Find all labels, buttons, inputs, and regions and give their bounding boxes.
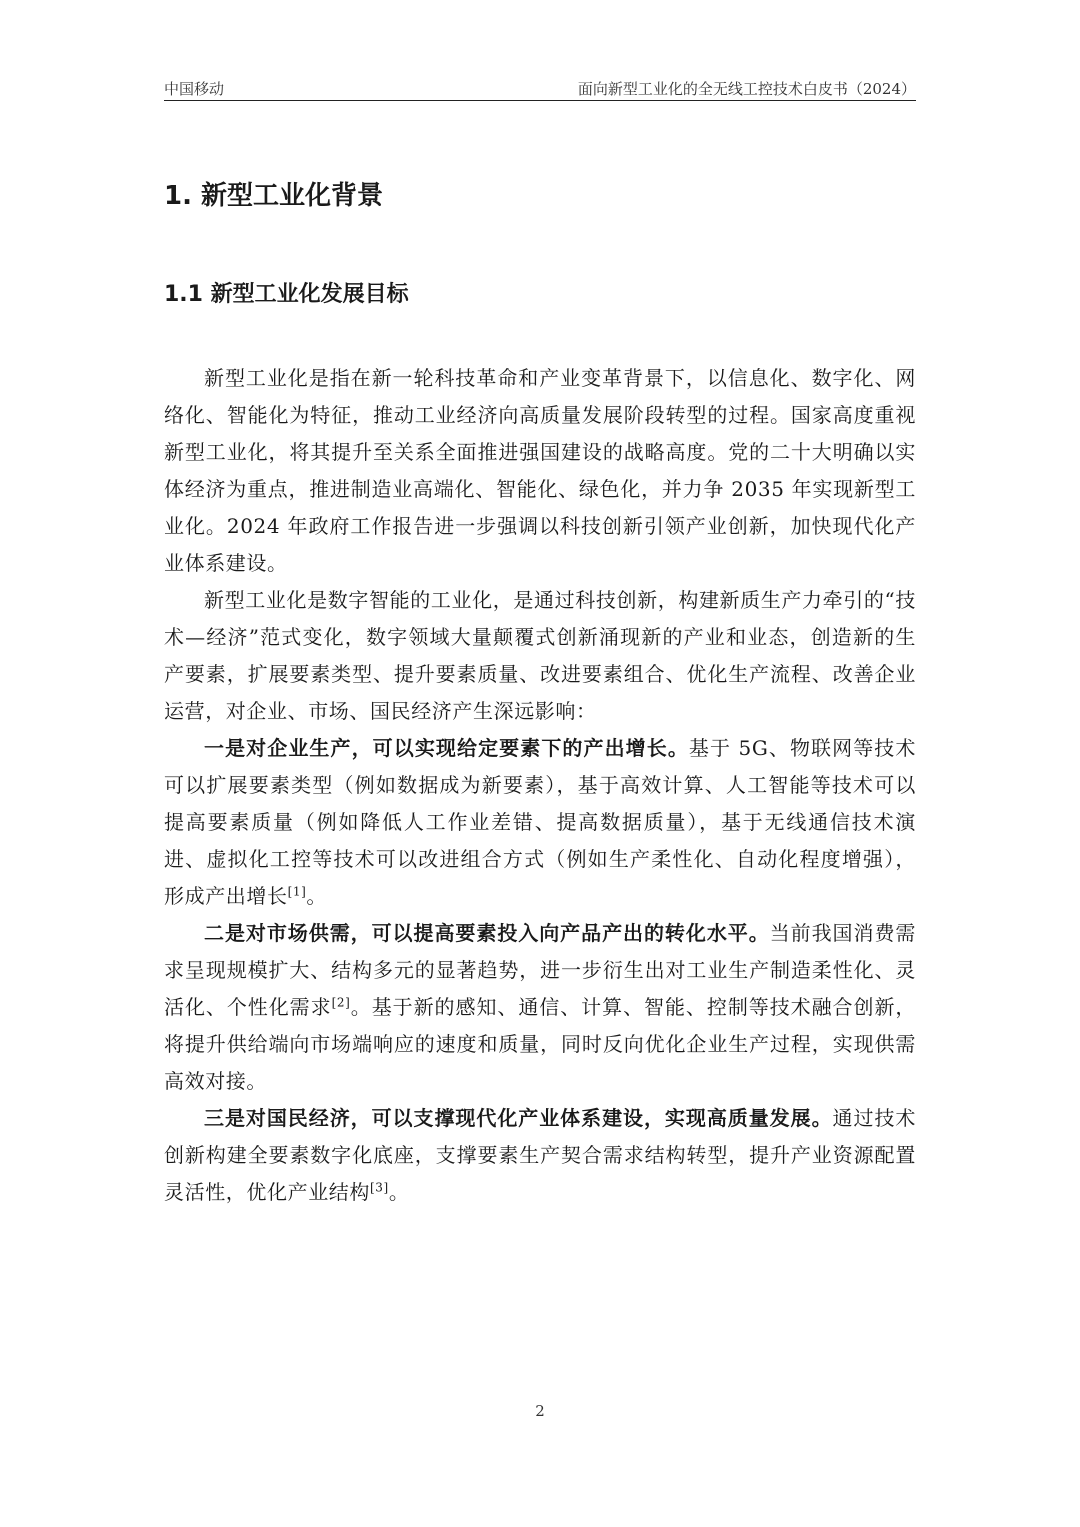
paragraph-3 — [164, 730, 916, 915]
body-text — [164, 360, 916, 1211]
page-header — [164, 78, 916, 101]
paragraph-4-lead: 二是对市场供需，可以提高要素投入向产品产出的转化水平。 — [204, 921, 770, 945]
paragraph-4 — [164, 915, 916, 1100]
paragraph-3-end: 。 — [306, 884, 328, 908]
paragraph-3-lead: 一是对企业生产，可以实现给定要素下的产出增长。 — [204, 736, 689, 760]
citation-3: [3] — [370, 1180, 389, 1195]
paragraph-5-lead: 三是对国民经济，可以支撑现代化产业体系建设，实现高质量发展。 — [204, 1106, 833, 1130]
subsection-heading: 1.1 新型工业化发展目标 — [164, 282, 409, 307]
section-heading: 1. 新型工业化背景 — [164, 181, 384, 211]
paragraph-5-end: 。 — [388, 1180, 410, 1204]
paragraph-5 — [164, 1100, 916, 1211]
page-number: 2 — [535, 1402, 545, 1420]
paragraph-4-text-2: 。基于新的感知、通信、计算、智能、控制等技术融合创新，将提升供给端向市场端响应的速度和质量，同时反向优化企业生产过程，实现供需高效对接。 — [164, 995, 916, 1093]
paragraph-5-text: 通过技术创新构建全要素数字化底座，支撑要素生产契合需求结构转型，提升产业资源配置灵活性，优化产业结构 — [164, 1106, 917, 1204]
citation-2: [2] — [331, 995, 351, 1010]
paragraph-3-text: 基于 5G、物联网等技术可以扩展要素类型（例如数据成为新要素），基于高效计算、人工智能等技术可以提高要素质量（例如降低人工作业差错、提高数据质量），基于无线通信技术演进、虚拟化工控等技术可以改进组合方式（例如生产柔性化、自动化程度增强），形成产出增长 — [164, 736, 916, 908]
header-doc-title: 面向新型工业化的全无线工控技术白皮书（2024） — [577, 80, 916, 98]
page-content — [164, 170, 916, 1211]
header-org: 中国移动 — [164, 80, 225, 98]
paragraph-4-text-1: 当前我国消费需求呈现规模扩大、结构多元的显著趋势，进一步衍生出对工业生产制造柔性化、灵活化、个性化需求 — [164, 921, 916, 1019]
citation-1: [1] — [287, 884, 307, 899]
paragraph-1: 新型工业化是指在新一轮科技革命和产业变革背景下，以信息化、数字化、网络化、智能化为特征，推动工业经济向高质量发展阶段转型的过程。国家高度重视新型工业化，将其提升至关系全面推进强国建设的战略高度。党的二十大明确以实体经济为重点，推进制造业高端化、智能化、绿色化，并力争 2035 年实现新型工业化。2024 年政府工作报告进一步强调以科技创新引领产业创新，加快现代化产业体系建设。 — [164, 366, 916, 575]
paragraph-2: 新型工业化是数字智能的工业化，是通过科技创新，构建新质生产力牵引的“技术—经济”范式变化，数字领域大量颠覆式创新涌现新的产业和业态，创造新的生产要素，扩展要素类型、提升要素质量、改进要素组合、优化生产流程、改善企业运营，对企业、市场、国民经济产生深远影响： — [164, 588, 916, 723]
